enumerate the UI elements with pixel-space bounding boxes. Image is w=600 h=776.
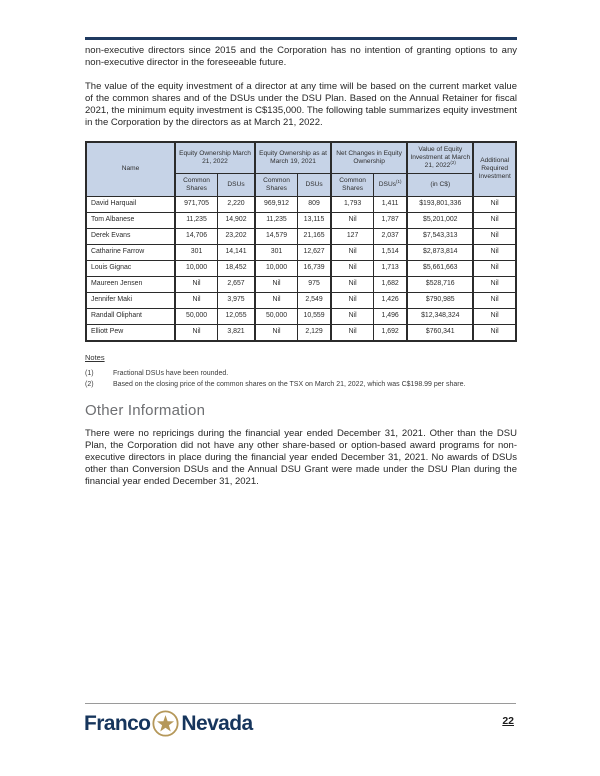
table-cell: 1,682 [374,276,408,292]
table-cell: 21,165 [298,228,332,244]
table-cell: 12,055 [218,308,255,324]
table-cell: Nil [473,196,516,212]
table-cell: Nil [473,276,516,292]
table-cell: 1,426 [374,292,408,308]
director-name: Randall Oliphant [86,308,175,324]
table-cell: Nil [331,308,374,324]
col-header-value [407,142,473,174]
intro-paragraph-2: The value of the equity investment of a director at any time will be based on the current market value of the common shares and of the DSUs under the DSU Plan. Based on the Annual Retainer for fiscal 2021, the minimum equity investment is C$135,000. The following table summarizes equity investment in the Corporation by the directors as at March 21, 2022. [85,80,517,128]
table-row [86,324,516,341]
table-cell: 2,129 [298,324,332,341]
table-cell: 10,000 [255,260,298,276]
value-header-label: Value of Equity Investment at March 21, 2022 [410,145,471,169]
table-row [86,228,516,244]
table-cell: $7,543,313 [407,228,473,244]
subcol-common-shares-2021: Common Shares [255,173,298,196]
logo-text-franco: Franco [84,712,151,735]
table-cell: Nil [473,244,516,260]
table-cell: Nil [331,276,374,292]
table-cell: 2,549 [298,292,332,308]
logo-text-nevada: Nevada [181,712,253,735]
col-header-additional: Additional Required Investment [473,142,516,197]
table-cell: 969,912 [255,196,298,212]
table-cell: Nil [331,244,374,260]
subcol-dsus-net [374,173,408,196]
table-cell: Nil [255,292,298,308]
col-group-equity-2022: Equity Ownership March 21, 2022 [175,142,255,174]
subcol-common-shares-2022: Common Shares [175,173,218,196]
value-header-note-ref: (2) [450,159,456,165]
table-cell: 971,705 [175,196,218,212]
director-name: Catharine Farrow [86,244,175,260]
table-cell: Nil [473,212,516,228]
table-cell: 11,235 [255,212,298,228]
table-cell: Nil [175,324,218,341]
table-cell: 1,787 [374,212,408,228]
table-cell: 18,452 [218,260,255,276]
table-cell: $12,348,324 [407,308,473,324]
table-cell: 14,141 [218,244,255,260]
table-cell: $790,985 [407,292,473,308]
table-cell: 10,000 [175,260,218,276]
table-cell: Nil [255,276,298,292]
table-row [86,260,516,276]
table-cell: 1,793 [331,196,374,212]
director-name: Maureen Jensen [86,276,175,292]
note-item [85,380,517,389]
table-cell: $5,661,663 [407,260,473,276]
col-header-name: Name [86,142,175,197]
table-cell: 23,202 [218,228,255,244]
star-icon [152,710,179,737]
equity-table-body [86,196,516,341]
note-number: (2) [85,380,94,388]
table-cell: Nil [331,324,374,341]
table-cell: $760,341 [407,324,473,341]
table-cell: 301 [255,244,298,260]
table-cell: 301 [175,244,218,260]
note-text: Based on the closing price of the common shares on the TSX on March 21, 2022, which was C$198.99 per share. [113,380,466,388]
table-cell: 1,514 [374,244,408,260]
table-cell: 13,115 [298,212,332,228]
table-cell: 50,000 [175,308,218,324]
table-cell: 11,235 [175,212,218,228]
table-cell: 2,037 [374,228,408,244]
table-cell: 2,657 [218,276,255,292]
equity-investment-table [85,141,517,342]
table-cell: $5,201,002 [407,212,473,228]
table-cell: 127 [331,228,374,244]
director-name: Tom Albanese [86,212,175,228]
dsus-net-note-ref: (1) [396,178,402,184]
table-cell: 1,692 [374,324,408,341]
other-information-paragraph: There were no repricings during the financial year ended December 31, 2021. Other than the DSU Plan, the Corporation did not have any other share-based or option-based award programs for non-executive directors in place during the financial year ended December 31, 2021. No awards of DSUs other than Conversion DSUs and the Annual DSU Grant were made under the DSU Plan during the financial year ended December 31, 2021. [85,427,517,487]
table-cell: Nil [473,324,516,341]
subcol-value-unit: (in C$) [407,173,473,196]
subcol-common-shares-net: Common Shares [331,173,374,196]
table-cell: Nil [331,260,374,276]
table-cell: 16,739 [298,260,332,276]
notes-title: Notes [85,352,105,362]
table-cell: Nil [331,212,374,228]
table-cell: 14,579 [255,228,298,244]
dsus-net-label: DSUs [378,180,396,188]
table-row [86,276,516,292]
table-cell: 14,902 [218,212,255,228]
other-information-heading: Other Information [85,401,206,419]
note-item [85,369,517,378]
table-cell: 1,496 [374,308,408,324]
table-cell: 809 [298,196,332,212]
table-cell: $193,801,336 [407,196,473,212]
table-cell: Nil [473,260,516,276]
table-header [86,142,516,197]
table-row [86,308,516,324]
table-cell: Nil [473,308,516,324]
table-row [86,196,516,212]
table-row [86,212,516,228]
table-cell: 50,000 [255,308,298,324]
page-number: 22 [502,715,514,727]
director-name: Jennifer Maki [86,292,175,308]
table-cell: 2,220 [218,196,255,212]
top-rule [85,37,517,40]
table-cell: $2,873,814 [407,244,473,260]
col-group-equity-2021: Equity Ownership as at March 19, 2021 [255,142,331,174]
subcol-dsus-2021: DSUs [298,173,332,196]
table-cell: 14,706 [175,228,218,244]
table-cell: 975 [298,276,332,292]
table-cell: Nil [255,324,298,341]
table-cell: $528,716 [407,276,473,292]
table-row [86,292,516,308]
table-cell: Nil [175,292,218,308]
col-group-net-changes: Net Changes in Equity Ownership [331,142,407,174]
table-cell: Nil [175,276,218,292]
director-name: Derek Evans [86,228,175,244]
table-cell: 3,821 [218,324,255,341]
director-name: David Harquail [86,196,175,212]
director-name: Elliott Pew [86,324,175,341]
table-cell: Nil [473,292,516,308]
table-cell: 3,975 [218,292,255,308]
table-cell: 12,627 [298,244,332,260]
page-content [85,0,517,500]
intro-paragraph-1: non-executive directors since 2015 and the Corporation has no intention of granting options to any non-executive director in the foreseeable future. [85,44,517,68]
director-name: Louis Gignac [86,260,175,276]
table-cell: 1,411 [374,196,408,212]
table-cell: 1,713 [374,260,408,276]
table-row [86,244,516,260]
note-text: Fractional DSUs have been rounded. [113,369,229,377]
table-cell: 10,559 [298,308,332,324]
footer-rule [85,703,516,704]
note-number: (1) [85,369,94,377]
table-cell: Nil [331,292,374,308]
table-cell: Nil [473,228,516,244]
franco-nevada-logo [84,710,253,737]
subcol-dsus-2022: DSUs [218,173,255,196]
